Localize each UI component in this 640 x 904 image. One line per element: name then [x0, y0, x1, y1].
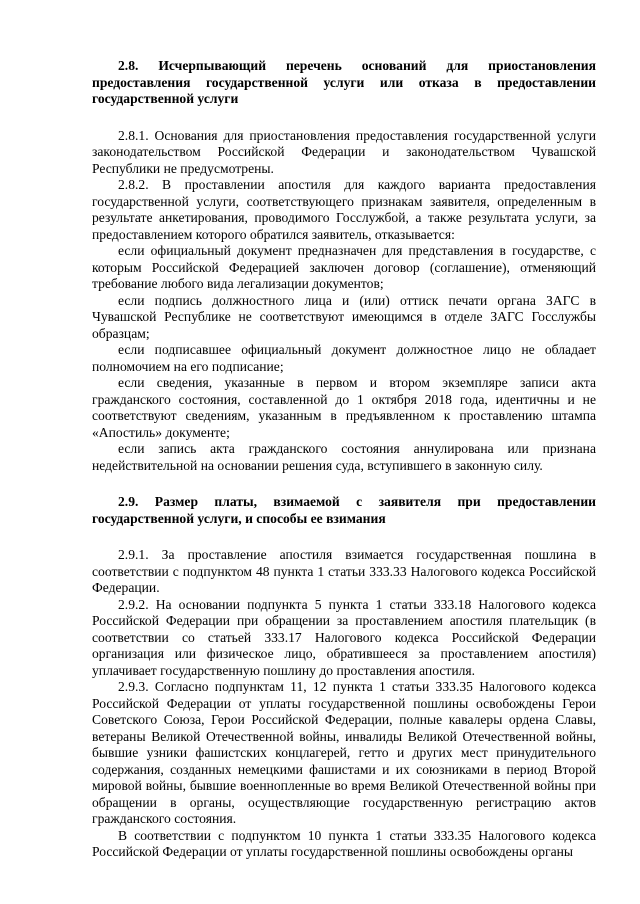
- paragraph-2-8-1: 2.8.1. Основания для приостановления предоставления государственной услуги законодательством Российской Федерации и законодательством Чувашской Республики не предусмотрены.: [92, 127, 596, 176]
- list-item-refusal-4: если сведения, указанные в первом и втором экземпляре записи акта гражданского состояния, составленной до 1 октября 2018 года, идентичны и не соответствуют сведениям, указанным в предъявленном к проставлению штампа «Апостиль» документе;: [92, 375, 596, 440]
- list-item-refusal-1: если официальный документ предназначен для представления в государстве, с которым Российской Федерацией заключен договор (соглашение), отменяющий требование любого вида легализации документов;: [92, 243, 596, 291]
- list-item-refusal-5: если запись акта гражданского состояния аннулирована или признана недействительной на основании решения суда, вступившего в законную силу.: [92, 441, 596, 473]
- spacer: [92, 474, 596, 494]
- list-item-refusal-2: если подпись должностного лица и (или) оттиск печати органа ЗАГС в Чувашской Республике не соответствуют имеющимся в отделе ЗАГС Госслужбы образцам;: [92, 292, 596, 341]
- section-heading-2-8: 2.8. Исчерпывающий перечень оснований для приостановления предоставления государственной услуги или отказа в предоставлении государственной услуги: [92, 58, 596, 106]
- list-item-refusal-3: если подписавшее официальный документ должностное лицо не обладает полномочием на его подписание;: [92, 342, 596, 374]
- paragraph-2-9-3-continued: В соответствии с подпунктом 10 пункта 1 статьи 333.35 Налогового кодекса Российской Федерации от уплаты государственной пошлины освобождены органы: [92, 827, 596, 859]
- paragraph-2-9-2: 2.9.2. На основании подпункта 5 пункта 1 статьи 333.18 Налогового кодекса Российской Федерации при обращении за проставлением апостиля плательщик (в соответствии со статьей 333.17 Налогового кодекса Российской Федерации организация или физическое лицо, обратившееся за проставлением апостиля) уплачивает государственную пошлину до проставления апостиля.: [92, 596, 596, 678]
- paragraph-2-9-3: 2.9.3. Согласно подпунктам 11, 12 пункта 1 статьи 333.35 Налогового кодекса Российской Федерации от уплаты государственной пошлины освобождены Герои Советского Союза, Герои Российской Федерации, полные кавалеры ордена Славы, ветераны Великой Отечественной войны, инвалиды Великой Отечественной войны, бывшие узники фашистских концлагерей, гетто и других мест принудительного содержания, созданных немецкими фашистами и их союзниками в период Второй мировой войны, бывшие военнопленные во время Великой Отечественной войны при обращении в органы, осуществляющие государственную регистрацию актов гражданского состояния.: [92, 679, 596, 826]
- section-heading-2-9: 2.9. Размер платы, взимаемой с заявителя при предоставлении государственной услуги, и способы ее взимания: [92, 494, 596, 526]
- paragraph-2-9-1: 2.9.1. За проставление апостиля взимается государственная пошлина в соответствии с подпунктом 48 пункта 1 статьи 333.33 Налогового кодекса Российской Федерации.: [92, 547, 596, 595]
- spacer: [92, 527, 596, 547]
- paragraph-2-8-2: 2.8.2. В проставлении апостиля для каждого варианта предоставления государственной услуги, соответствующего признакам заявителя, определенным в результате анкетирования, проводимого Госслужбой, а также результата услуги, за предоставлением которого обратился заявитель, отказывается:: [92, 177, 596, 242]
- spacer: [92, 108, 596, 128]
